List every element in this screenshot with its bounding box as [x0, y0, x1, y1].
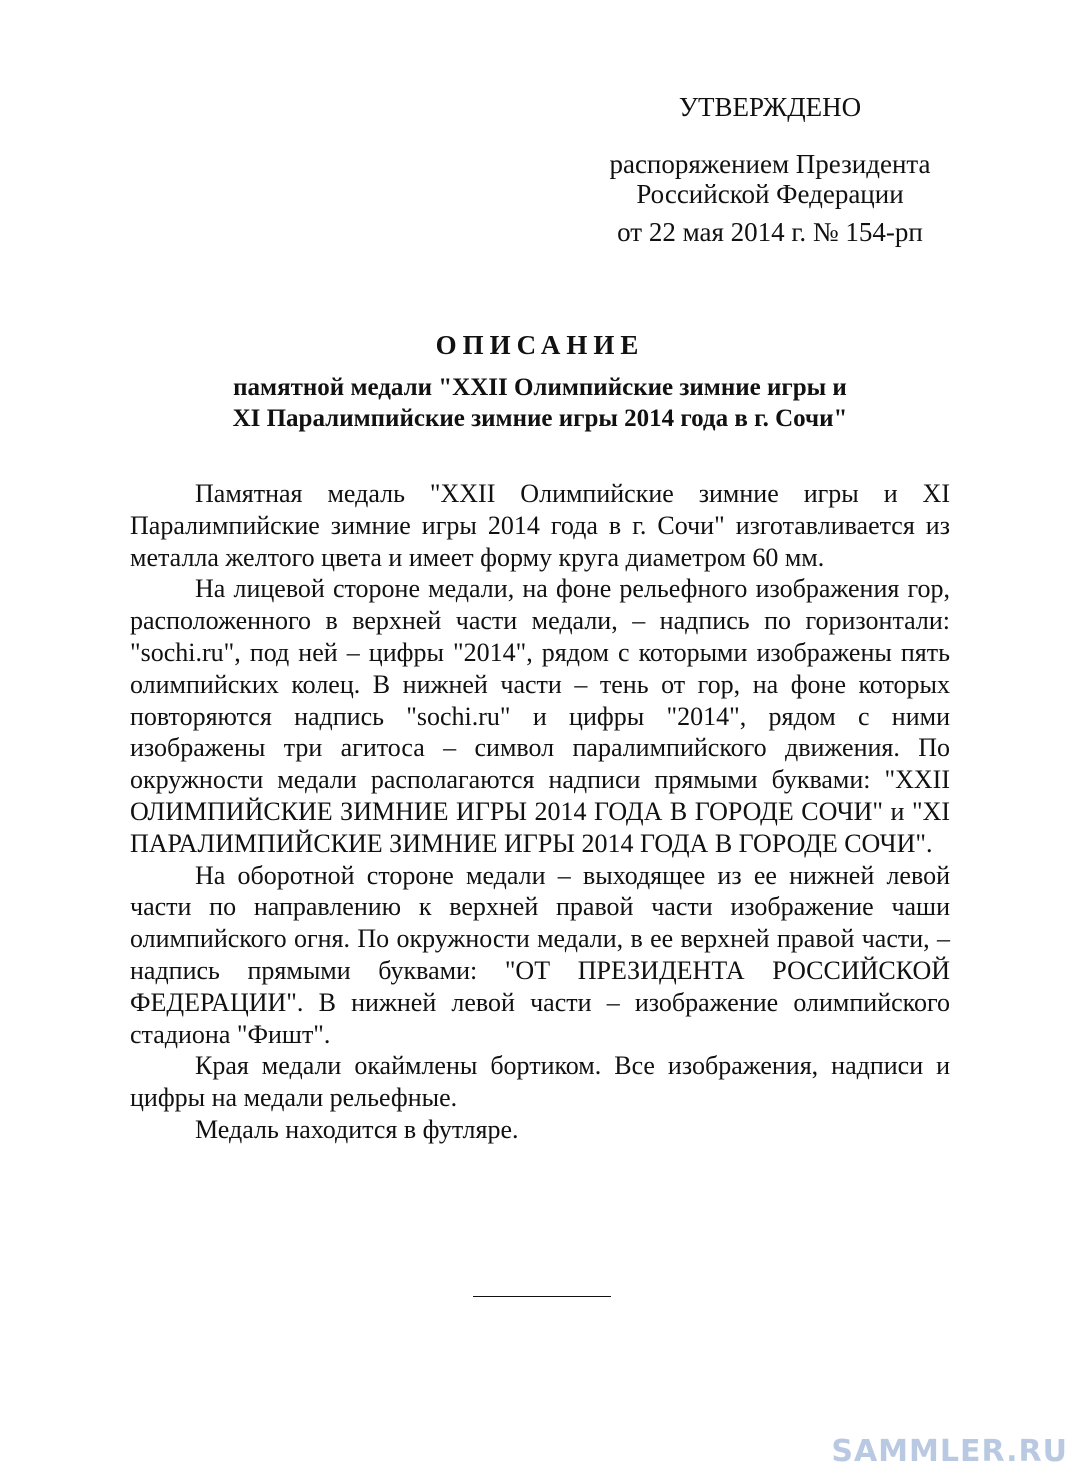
approval-title: УТВЕРЖДЕНО	[678, 92, 862, 122]
end-divider	[473, 1296, 611, 1297]
approval-date: от 22 мая 2014 г. № 154-рп	[617, 217, 923, 247]
document-title: ОПИСАНИЕ	[435, 330, 645, 360]
document-subtitle-line-2: XI Паралимпийские зимние игры 2014 года в г. Сочи"	[232, 405, 848, 432]
document-heading	[130, 330, 950, 434]
paragraph-reverse-description: На оборотной стороне медали – выходящее из ее нижней левой части по направлению к верхней правой части изображение чаши олимпийского огня. По окружности медали, в ее верхней правой части, – надпись прямыми буквами: "ОТ ПРЕЗИДЕНТА РОССИЙСКОЙ ФЕДЕРАЦИИ". В нижней левой части – изображение олимпийского стадиона "Фишт".	[130, 860, 950, 1049]
document-body	[130, 478, 950, 1146]
paragraph-case-description: Медаль находится в футляре.	[195, 1114, 519, 1144]
document-subtitle-line-1: памятной медали "XXII Олимпийские зимние игры и	[233, 374, 847, 401]
watermark: SAMMLER.RU	[831, 1434, 1068, 1469]
paragraph-medal-overview: Памятная медаль "XXII Олимпийские зимние игры и XI Паралимпийские зимние игры 2014 года в г. Сочи" изготавливается из металла желтого цвета и имеет форму круга диаметром 60 мм.	[130, 479, 950, 572]
approval-block	[560, 92, 980, 247]
approval-authority-line: распоряжением Президента	[609, 149, 931, 179]
paragraph-obverse-description: На лицевой стороне медали, на фоне рельефного изображения гор, расположенного в верхней части медали, – надпись по горизонтали: "sochi.ru", под ней – цифры "2014", рядом с которыми изображены пять олимпийских колец. В нижней части – тень от гор, на фоне которых повторяются надпись "sochi.ru" и цифры "2014", рядом с ними изображены три агитоса – символ паралимпийского движения. По окружности медали располагаются надписи прямыми буквами: "XXII ОЛИМПИЙСКИЕ ЗИМНИЕ ИГРЫ 2014 ГОДА В ГОРОДЕ СОЧИ" и "XI ПАРАЛИМПИЙСКИЕ ЗИМНИЕ ИГРЫ 2014 ГОДА В ГОРОДЕ СОЧИ".	[130, 574, 950, 858]
approval-country-line: Российской Федерации	[636, 179, 904, 209]
paragraph-edge-description: Края медали окаймлены бортиком. Все изображения, надписи и цифры на медали рельефные.	[130, 1051, 950, 1113]
